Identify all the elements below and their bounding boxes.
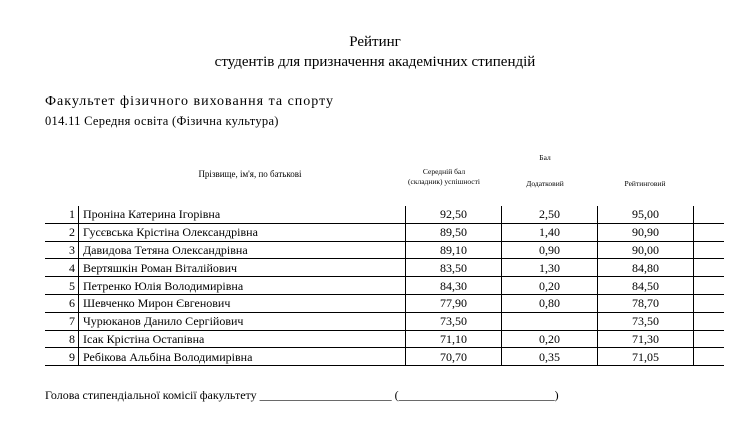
average-score: 71,10 (406, 330, 502, 348)
average-score: 84,30 (406, 277, 502, 295)
additional-score: 1,30 (502, 259, 598, 277)
empty-cell (694, 259, 725, 277)
table-row (45, 294, 724, 312)
average-score: 73,50 (406, 312, 502, 330)
rating-score: 90,90 (598, 223, 694, 241)
empty-cell (694, 223, 725, 241)
rating-score: 90,00 (598, 241, 694, 259)
faculty-name: Факультет фізичного виховання та спорту (45, 94, 335, 109)
average-score: 89,10 (406, 241, 502, 259)
student-name: Ребікова Альбіна Володимирівна (79, 348, 406, 366)
row-number: 7 (45, 312, 79, 330)
document-subtitle: студентів для призначення академічних стипендій (214, 54, 536, 70)
student-name: Вертяшкін Роман Віталійович (79, 259, 406, 277)
header-average: Середній бал (складник) успішності (408, 167, 480, 186)
average-score: 70,70 (406, 348, 502, 366)
empty-cell (694, 241, 725, 259)
rating-score: 84,80 (598, 259, 694, 277)
header-name: Прізвище, ім'я, по батькові (198, 169, 302, 179)
rating-score: 73,50 (598, 312, 694, 330)
table-row (45, 206, 724, 223)
additional-score: 0,20 (502, 330, 598, 348)
specialty-name: 014.11 Середня освіта (Фізична культура) (45, 114, 279, 128)
additional-score: 0,35 (502, 348, 598, 366)
additional-score: 0,80 (502, 294, 598, 312)
rating-score: 71,30 (598, 330, 694, 348)
rating-score: 71,05 (598, 348, 694, 366)
rating-score: 95,00 (598, 206, 694, 223)
document-title: Рейтинг (349, 34, 401, 50)
student-name: Гусєвська Крістіна Олександрівна (79, 223, 406, 241)
student-name: Ісак Крістіна Остапівна (79, 330, 406, 348)
row-number: 8 (45, 330, 79, 348)
additional-score: 2,50 (502, 206, 598, 223)
empty-cell (694, 330, 725, 348)
header-rating: Рейтинговий (624, 179, 666, 188)
table-row (45, 348, 724, 366)
average-score: 83,50 (406, 259, 502, 277)
empty-cell (694, 312, 725, 330)
additional-score: 1,40 (502, 223, 598, 241)
student-name: Проніна Катерина Ігорівна (79, 206, 406, 223)
student-name: Шевченко Мирон Євгенович (79, 294, 406, 312)
table-row (45, 223, 724, 241)
header-bal: Бал (539, 153, 551, 162)
row-number: 4 (45, 259, 79, 277)
rating-table (45, 206, 724, 366)
row-number: 3 (45, 241, 79, 259)
signature-line: Голова стипендіальної комісії факультету ______________________ (__________________________) (45, 388, 559, 402)
empty-cell (694, 206, 725, 223)
row-number: 1 (45, 206, 79, 223)
rating-score: 84,50 (598, 277, 694, 295)
student-name: Петренко Юлія Володимирівна (79, 277, 406, 295)
table-row (45, 277, 724, 295)
row-number: 2 (45, 223, 79, 241)
average-score: 77,90 (406, 294, 502, 312)
empty-cell (694, 277, 725, 295)
rating-score: 78,70 (598, 294, 694, 312)
student-name: Давидова Тетяна Олександрівна (79, 241, 406, 259)
student-name: Чурюканов Данило Сергійович (79, 312, 406, 330)
additional-score: 0,20 (502, 277, 598, 295)
average-score: 89,50 (406, 223, 502, 241)
table-row (45, 241, 724, 259)
table-row (45, 312, 724, 330)
table-row (45, 330, 724, 348)
header-additional: Додатковий (526, 179, 564, 188)
average-score: 92,50 (406, 206, 502, 223)
empty-cell (694, 348, 725, 366)
row-number: 6 (45, 294, 79, 312)
additional-score: 0,90 (502, 241, 598, 259)
empty-cell (694, 294, 725, 312)
row-number: 9 (45, 348, 79, 366)
table-row (45, 259, 724, 277)
additional-score (502, 312, 598, 330)
row-number: 5 (45, 277, 79, 295)
